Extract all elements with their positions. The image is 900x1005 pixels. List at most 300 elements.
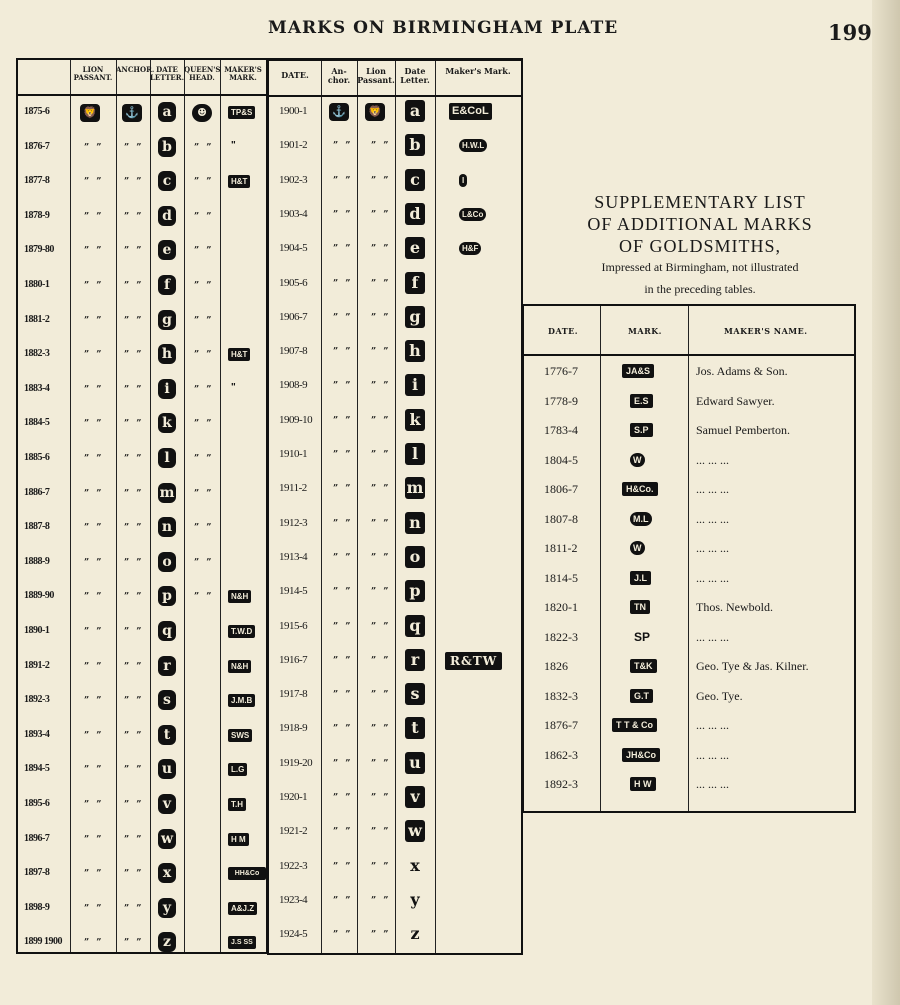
left-lion-ditto: ” ”	[84, 177, 104, 188]
supp-row-date: 1778-9	[544, 393, 578, 408]
date-letter-glyph: x	[410, 855, 420, 875]
supp-makers-mark: W	[630, 453, 645, 467]
left-row-date: 1888-9	[24, 555, 50, 567]
supp-row-date: 1807-8	[544, 511, 578, 526]
mid-row-date: 1913-4	[279, 550, 308, 563]
supp-makers-mark: E.S	[630, 394, 653, 408]
supp-row-date: 1822-3	[544, 629, 578, 644]
mid-lion-ditto: ” ”	[371, 724, 391, 735]
mid-anchor-ditto: ” ”	[333, 895, 353, 906]
date-letter-glyph: z	[158, 932, 176, 952]
left-anchor-column	[116, 60, 155, 952]
left-row-date: 1896-7	[24, 832, 50, 844]
supp-makers-mark: M.L	[630, 512, 652, 526]
mid-lion-ditto: ” ”	[371, 278, 391, 289]
supplementary-subtitle-line2: in the preceding tables.	[644, 282, 756, 296]
makers-mark: T.H	[228, 798, 246, 811]
mid-lion-ditto: ” ”	[371, 793, 391, 803]
mid-anchor-ditto: ” ”	[333, 690, 353, 701]
mid-anchor-ditto: ” ”	[333, 175, 353, 186]
supp-maker-name: ... ... ...	[696, 570, 729, 585]
left-row-date: 1891-2	[24, 659, 50, 671]
date-letter-glyph: w	[158, 829, 176, 849]
makers-mark: L&Co	[459, 208, 486, 221]
supp-row-date: 1876-7	[544, 718, 578, 732]
supp-makers-mark: JA&S	[622, 364, 654, 378]
supplementary-table	[522, 304, 856, 813]
left-lion-ditto: ” ”	[84, 315, 104, 326]
left-row-date: 1882-3	[24, 348, 50, 360]
date-letter-glyph: t	[405, 717, 425, 739]
date-letter-glyph: k	[405, 409, 425, 431]
mid-row-date: 1920-1	[279, 791, 308, 803]
mid-header-date: DATE.	[281, 70, 309, 80]
mid-anchor-ditto: ” ”	[333, 244, 353, 255]
date-letter-glyph: b	[158, 137, 176, 157]
mid-row-date: 1915-6	[279, 619, 308, 632]
date-letter-glyph: z	[410, 924, 420, 944]
makers-mark: "	[231, 139, 236, 151]
mid-lion-ditto: ” ”	[371, 484, 391, 495]
left-lion-ditto: ” ”	[84, 350, 104, 361]
mid-row-date: 1916-7	[279, 653, 308, 666]
date-letter-glyph: i	[405, 374, 425, 396]
mid-lion-ditto: ” ”	[371, 690, 391, 701]
supp-maker-name: ... ... ...	[696, 747, 729, 762]
date-letter-glyph: s	[158, 690, 176, 710]
left-maker-column	[220, 60, 266, 952]
date-letter-glyph: q	[405, 615, 425, 637]
mid-lion-ditto: ” ”	[371, 758, 391, 769]
mid-lion-ditto: ” ”	[371, 141, 391, 152]
supp-header-mark: MARK.	[628, 326, 662, 336]
mid-row-date: 1917-8	[279, 688, 308, 701]
mid-header-anchor: An-chor.	[327, 66, 351, 85]
left-anchor-ditto: ” ”	[124, 315, 144, 326]
mid-header-maker: Maker's Mark.	[445, 66, 511, 76]
anchor-icon: ⚓	[329, 103, 349, 121]
date-letter-glyph: v	[158, 794, 176, 814]
left-anchor-ditto: ” ”	[124, 661, 144, 672]
mid-anchor-ditto: ” ”	[333, 518, 353, 529]
left-anchor-ditto: ” ”	[124, 523, 144, 534]
supp-maker-name: ... ... ...	[696, 511, 729, 526]
left-row-date: 1899 1900	[24, 936, 62, 948]
supp-row-date: 1820-1	[544, 600, 578, 614]
mid-lion-ditto: ” ”	[371, 415, 391, 426]
date-letter-glyph: g	[405, 306, 425, 328]
left-queen-column	[184, 60, 221, 952]
left-queen-ditto: ” ”	[194, 488, 214, 499]
mid-row-date: 1907-8	[279, 345, 308, 358]
supp-makers-mark: TN	[630, 600, 650, 614]
makers-mark: N&H	[228, 660, 251, 673]
date-letter-glyph: y	[158, 898, 176, 918]
left-anchor-ditto: ” ”	[124, 903, 144, 914]
mid-row-date: 1910-1	[279, 448, 308, 460]
mid-marks-table	[267, 58, 523, 955]
mid-date-column	[269, 61, 322, 953]
supp-maker-name: ... ... ...	[696, 482, 729, 496]
mid-table-header	[269, 61, 521, 97]
makers-mark: T.W.D	[228, 625, 255, 638]
left-anchor-ditto: ” ”	[124, 488, 144, 499]
left-lion-ditto: ” ”	[84, 454, 104, 464]
left-lion-ditto: ” ”	[84, 523, 104, 534]
mid-lion-ditto: ” ”	[371, 518, 391, 529]
date-letter-glyph: d	[405, 203, 425, 225]
mid-row-date: 1902-3	[279, 173, 308, 186]
left-anchor-ditto: ” ”	[124, 177, 144, 188]
date-letter-glyph: w	[405, 820, 425, 842]
mid-lion-column	[357, 61, 396, 953]
left-row-date: 1880-1	[24, 279, 50, 290]
left-queen-ditto: ” ”	[194, 350, 214, 361]
left-header-anchor: ANCHOR.	[116, 65, 155, 74]
page-number: 199	[828, 20, 872, 45]
makers-mark: E&CoL	[449, 103, 492, 120]
supp-row-date: 1783-4	[544, 423, 578, 437]
left-lion-ditto: ” ”	[84, 246, 104, 257]
supp-row-date: 1806-7	[544, 482, 578, 496]
date-letter-glyph: x	[158, 863, 176, 883]
left-row-date: 1884-5	[24, 417, 50, 429]
mid-anchor-column	[321, 61, 358, 953]
left-lion-ditto: ” ”	[84, 834, 104, 845]
supp-row-date: 1814-5	[544, 570, 578, 585]
makers-mark: A&J.Z	[228, 902, 257, 915]
date-letter-glyph: h	[405, 340, 425, 362]
makers-mark: I	[459, 174, 467, 187]
left-lion-ditto: ” ”	[84, 211, 104, 222]
left-lion-ditto: ” ”	[84, 765, 104, 776]
left-anchor-ditto: ” ”	[124, 938, 144, 949]
left-anchor-ditto: ” ”	[124, 142, 144, 153]
makers-mark: L.G	[228, 763, 247, 776]
mid-anchor-ditto: ” ”	[333, 450, 353, 460]
date-letter-glyph: m	[406, 478, 424, 498]
mid-anchor-ditto: ” ”	[333, 381, 353, 392]
left-queen-ditto: ” ”	[194, 557, 214, 568]
mid-row-date: 1923-4	[279, 893, 308, 906]
date-letter-glyph: n	[405, 512, 425, 534]
makers-mark: "	[231, 381, 236, 393]
left-anchor-ditto: ” ”	[124, 800, 144, 810]
supp-mark-column	[600, 306, 689, 811]
left-row-date: 1881-2	[24, 313, 50, 325]
makers-mark: H&T	[228, 175, 250, 188]
date-letter-glyph: g	[158, 310, 176, 330]
mid-lion-ditto: ” ”	[371, 827, 391, 838]
supp-maker-name: Jos. Adams & Son.	[696, 364, 788, 378]
date-letter-glyph: s	[405, 683, 425, 705]
date-letter-glyph: e	[405, 237, 425, 259]
supp-makers-mark: JH&Co	[622, 748, 660, 762]
left-marks-table	[16, 58, 269, 954]
left-date-column	[18, 60, 71, 952]
mid-lion-ditto: ” ”	[371, 861, 391, 872]
left-row-date: 1893-4	[24, 728, 50, 740]
mid-row-date: 1906-7	[279, 310, 308, 323]
left-queen-ditto: ” ”	[194, 281, 214, 291]
mid-lion-ditto: ” ”	[371, 347, 391, 358]
mid-row-date: 1901-2	[279, 139, 308, 152]
mid-anchor-ditto: ” ”	[333, 827, 353, 838]
left-queen-ditto: ” ”	[194, 177, 214, 188]
date-letter-glyph: a	[405, 100, 425, 122]
mid-row-date: 1921-2	[279, 825, 308, 838]
supp-header-date: DATE.	[548, 326, 579, 336]
left-anchor-ditto: ” ”	[124, 211, 144, 222]
date-letter-glyph: r	[405, 649, 425, 671]
mid-row-date: 1900-1	[279, 105, 308, 117]
mid-anchor-ditto: ” ”	[333, 141, 353, 152]
left-lion-ditto: ” ”	[84, 903, 104, 914]
mid-row-date: 1903-4	[279, 207, 308, 220]
date-letter-glyph: t	[158, 725, 176, 745]
supp-makers-mark: G.T	[630, 689, 653, 703]
supp-makers-mark: H W	[630, 777, 656, 791]
mid-letter-column	[395, 61, 436, 953]
left-lion-ditto: ” ”	[84, 938, 104, 949]
mid-lion-ditto: ” ”	[371, 621, 391, 632]
supp-maker-name: ... ... ...	[696, 629, 729, 644]
mid-row-date: 1922-3	[279, 859, 308, 872]
mid-anchor-ditto: ” ”	[333, 861, 353, 872]
left-queen-ditto: ” ”	[194, 384, 214, 395]
left-anchor-ditto: ” ”	[124, 592, 144, 603]
left-queen-ditto: ” ”	[194, 592, 214, 603]
left-row-date: 1892-3	[24, 694, 50, 706]
left-queen-ditto: ” ”	[194, 523, 214, 534]
lion-passant-icon: 🦁	[80, 104, 100, 122]
mid-row-date: 1905-6	[279, 276, 308, 289]
left-lion-ditto: ” ”	[84, 730, 104, 741]
left-lion-ditto: ” ”	[84, 696, 104, 707]
date-letter-glyph: o	[158, 552, 176, 572]
mid-row-date: 1909-10	[279, 413, 313, 426]
mid-lion-ditto: ” ”	[371, 930, 391, 941]
left-letter-column	[150, 60, 185, 952]
supplementary-subtitle-line1: Impressed at Birmingham, not illustrated	[601, 260, 799, 274]
supp-maker-name: Geo. Tye.	[696, 688, 743, 703]
date-letter-glyph: d	[158, 206, 176, 226]
mid-row-date: 1908-9	[279, 379, 308, 392]
left-anchor-ditto: ” ”	[124, 246, 144, 257]
left-lion-ditto: ” ”	[84, 281, 104, 291]
mid-anchor-ditto: ” ”	[333, 930, 353, 941]
makers-mark: H M	[228, 833, 249, 846]
left-header-letter: DATE LETTER.	[150, 65, 185, 82]
left-anchor-ditto: ” ”	[124, 696, 144, 707]
supp-maker-name: Edward Sawyer.	[696, 393, 775, 408]
supp-makers-mark: T&K	[630, 659, 657, 673]
mid-anchor-ditto: ” ”	[333, 655, 353, 666]
mid-header-lion: Lion Passant.	[357, 66, 395, 85]
mid-lion-ditto: ” ”	[371, 312, 391, 323]
left-lion-ditto: ” ”	[84, 142, 104, 153]
supp-makers-mark: T T & Co	[612, 718, 657, 732]
left-row-date: 1890-1	[24, 625, 50, 636]
mid-anchor-ditto: ” ”	[333, 209, 353, 220]
date-letter-glyph: k	[158, 413, 176, 433]
supp-maker-name: ... ... ...	[696, 452, 729, 467]
date-letter-glyph: e	[158, 240, 176, 260]
mid-anchor-ditto: ” ”	[333, 347, 353, 358]
left-queen-ditto: ” ”	[194, 142, 214, 153]
supp-date-column	[524, 306, 601, 811]
anchor-icon: ⚓	[122, 104, 142, 122]
left-row-date: 1875-6	[24, 106, 50, 117]
date-letter-glyph: a	[158, 102, 176, 122]
date-letter-glyph: i	[158, 379, 176, 399]
makers-mark: J.M.B	[228, 694, 255, 707]
left-row-date: 1876-7	[24, 140, 50, 152]
supp-maker-name: ... ... ...	[696, 541, 729, 555]
supplementary-title-line3: OF GOLDSMITHS,	[618, 236, 782, 256]
left-lion-ditto: ” ”	[84, 627, 104, 637]
supp-row-date: 1832-3	[544, 688, 578, 703]
running-head: MARKS ON BIRMINGHAM PLATE	[268, 18, 619, 38]
left-row-date: 1886-7	[24, 486, 50, 498]
page-edge	[872, 0, 900, 1005]
supp-header-maker: MAKER'S NAME.	[724, 326, 808, 336]
left-lion-ditto: ” ”	[84, 384, 104, 395]
left-lion-column	[70, 60, 117, 952]
left-queen-ditto: ” ”	[194, 454, 214, 464]
date-letter-glyph: l	[405, 443, 425, 465]
supp-row-date: 1811-2	[544, 541, 578, 555]
left-lion-ditto: ” ”	[84, 557, 104, 568]
mid-row-date: 1919-20	[279, 756, 313, 769]
left-row-date: 1898-9	[24, 901, 50, 913]
date-letter-glyph: m	[159, 484, 175, 501]
left-row-date: 1883-4	[24, 382, 50, 394]
left-anchor-ditto: ” ”	[124, 765, 144, 776]
date-letter-glyph: c	[158, 171, 176, 191]
date-letter-glyph: o	[405, 546, 425, 568]
mid-anchor-ditto: ” ”	[333, 587, 353, 598]
mid-row-date: 1924-5	[279, 928, 308, 941]
left-row-date: 1877-8	[24, 175, 50, 187]
supp-maker-name: Samuel Pemberton.	[696, 423, 790, 437]
left-queen-ditto: ” ”	[194, 211, 214, 222]
mid-lion-ditto: ” ”	[371, 587, 391, 598]
left-anchor-ditto: ” ”	[124, 384, 144, 395]
left-header-lion: LION PASSANT.	[73, 65, 113, 82]
left-anchor-ditto: ” ”	[124, 350, 144, 361]
makers-mark: N&H	[228, 590, 251, 603]
left-anchor-ditto: ” ”	[124, 627, 144, 637]
left-row-date: 1897-8	[24, 867, 50, 879]
mid-header-letter: Date Letter.	[400, 66, 430, 85]
makers-mark: SWS	[228, 729, 252, 742]
supp-maker-name: Thos. Newbold.	[696, 600, 773, 614]
left-row-date: 1895-6	[24, 798, 50, 809]
mid-anchor-ditto: ” ”	[333, 552, 353, 563]
mid-anchor-ditto: ” ”	[333, 415, 353, 426]
supp-maker-name: ... ... ...	[696, 777, 729, 791]
mid-anchor-ditto: ” ”	[333, 484, 353, 495]
left-anchor-ditto: ” ”	[124, 834, 144, 845]
supp-maker-name: Geo. Tye & Jas. Kilner.	[696, 659, 809, 673]
mid-lion-ditto: ” ”	[371, 552, 391, 563]
mid-anchor-ditto: ” ”	[333, 724, 353, 735]
mid-lion-ditto: ” ”	[371, 381, 391, 392]
mid-lion-ditto: ” ”	[371, 209, 391, 220]
date-letter-glyph: u	[405, 752, 425, 774]
date-letter-glyph: b	[405, 134, 425, 156]
supp-row-date: 1826	[544, 659, 568, 673]
date-letter-glyph: f	[405, 272, 425, 294]
supp-row-date: 1804-5	[544, 452, 578, 467]
left-lion-ditto: ” ”	[84, 419, 104, 430]
mid-anchor-ditto: ” ”	[333, 278, 353, 289]
date-letter-glyph: l	[158, 448, 176, 468]
left-lion-ditto: ” ”	[84, 592, 104, 603]
date-letter-glyph: h	[158, 344, 176, 364]
date-letter-glyph: u	[158, 759, 176, 779]
mid-maker-column	[435, 61, 521, 953]
supplementary-title-line1: SUPPLEMENTARY LIST	[594, 192, 806, 212]
left-queen-ditto: ” ”	[194, 246, 214, 257]
supp-row-date: 1776-7	[544, 364, 578, 378]
date-letter-glyph: n	[158, 517, 176, 537]
mid-anchor-ditto: ” ”	[333, 793, 353, 803]
left-queen-ditto: ” ”	[194, 419, 214, 430]
mid-lion-ditto: ” ”	[371, 655, 391, 666]
mid-row-date: 1904-5	[279, 242, 308, 255]
left-lion-ditto: ” ”	[84, 661, 104, 672]
makers-mark: H&F	[459, 242, 481, 255]
supp-maker-name: ... ... ...	[696, 718, 729, 732]
makers-mark: H.W.L	[459, 139, 487, 152]
supp-table-header	[524, 306, 854, 356]
date-letter-glyph: c	[405, 169, 425, 191]
supp-makers-mark: J.L	[630, 571, 651, 585]
lion-passant-icon: 🦁	[365, 103, 385, 121]
date-letter-glyph: q	[158, 621, 176, 641]
left-row-date: 1894-5	[24, 763, 50, 775]
supp-makers-mark: W	[630, 541, 645, 555]
left-anchor-ditto: ” ”	[124, 281, 144, 291]
left-table-header	[18, 60, 266, 96]
left-header-maker: MAKER'S MARK.	[224, 65, 262, 82]
queens-head-icon: ☻	[192, 104, 212, 122]
supp-makers-mark: H&Co.	[622, 482, 658, 496]
mid-anchor-ditto: ” ”	[333, 758, 353, 769]
supp-row-date: 1892-3	[544, 777, 578, 791]
date-letter-glyph: p	[405, 580, 425, 602]
mid-lion-ditto: ” ”	[371, 175, 391, 186]
left-anchor-ditto: ” ”	[124, 557, 144, 568]
mid-anchor-ditto: ” ”	[333, 621, 353, 632]
left-lion-ditto: ” ”	[84, 800, 104, 810]
makers-mark: HH&Co JHW	[228, 867, 266, 880]
left-queen-ditto: ” ”	[194, 315, 214, 326]
date-letter-glyph: y	[410, 889, 420, 909]
date-letter-glyph: r	[158, 656, 176, 676]
left-anchor-ditto: ” ”	[124, 869, 144, 880]
supp-makers-mark: SP	[634, 629, 651, 644]
left-anchor-ditto: ” ”	[124, 730, 144, 741]
left-header-queen: QUEEN'S HEAD.	[184, 65, 221, 82]
makers-mark: R&TW	[445, 652, 502, 670]
left-lion-ditto: ” ”	[84, 869, 104, 880]
makers-mark: H&T	[228, 348, 250, 361]
mid-anchor-ditto: ” ”	[333, 312, 353, 323]
supp-makers-mark: S.P	[630, 423, 653, 437]
